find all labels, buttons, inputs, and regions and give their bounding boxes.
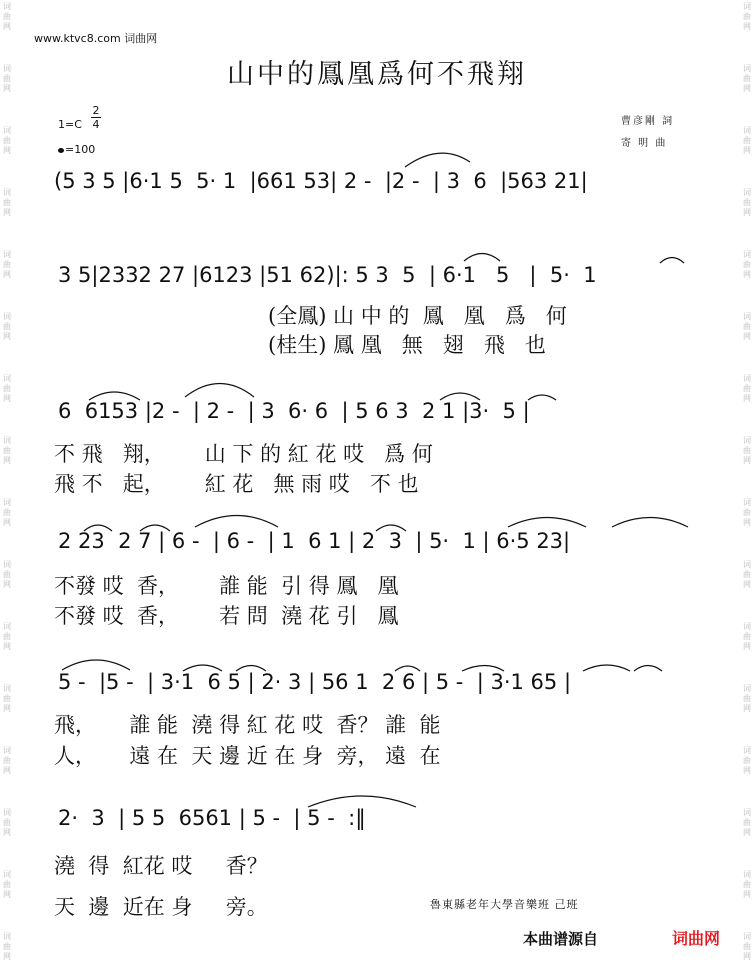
key-signature: 1=C — [58, 118, 82, 131]
watermark-text: 词 曲 网 — [3, 808, 11, 837]
watermark-text: 词 曲 网 — [743, 498, 751, 527]
lyrics-row-5: 不發 哎 香， 誰 能 引 得 鳳 凰 — [54, 574, 399, 598]
time-signature-top: 2 — [92, 104, 100, 117]
watermark-text: 词 曲 网 — [3, 250, 11, 279]
watermark-text: 词 曲 网 — [743, 932, 751, 961]
watermark-text: 词 曲 网 — [743, 126, 751, 155]
lyricist-credit: 曹彦剛 詞 — [621, 116, 675, 127]
notation-line-5: 5 - |5 - | 3·1 6 5 | 2· 3 | 56 1 2 6 | 5 - | 3·1 65 | — [58, 670, 572, 694]
time-signature-bottom: 4 — [92, 118, 100, 131]
watermark-text: 词 曲 网 — [3, 622, 11, 651]
notation-line-6: 2· 3 | 5 5 6561 | 5 - | 5 - :‖ — [58, 806, 366, 830]
watermark-text: 词 曲 网 — [3, 188, 11, 217]
watermark-text: 词 曲 网 — [743, 746, 751, 775]
watermark-text: 词 曲 网 — [3, 436, 11, 465]
watermark-text: 词 曲 网 — [743, 250, 751, 279]
lyrics-row-8: 人， 遠 在 天 邊 近 在 身 旁， 遠 在 — [54, 744, 441, 768]
watermark-text: 词 曲 网 — [743, 560, 751, 589]
watermark-text: 词 曲 网 — [743, 870, 751, 899]
lyrics-row-10: 天 邊 近在 身 旁。 — [54, 895, 268, 919]
watermark-text: 词 曲 网 — [3, 870, 11, 899]
notation-line-2: 3 5|2332 27 |6123 |51 62)|: 5 3 5 | 6·1 5 | 5· 1 — [58, 263, 597, 287]
watermark-text: 词 曲 网 — [743, 312, 751, 341]
notation-line-1: (5 3 5 |6·1 5 5· 1 |661 53| 2 - |2 - | 3 6 |563 21| — [54, 169, 588, 193]
watermark-text: 词 曲 网 — [3, 932, 11, 961]
site-url[interactable]: www.ktvc8.com 词曲网 — [34, 32, 158, 45]
watermark-text: 词 曲 网 — [743, 684, 751, 713]
watermark-text: 词 曲 网 — [743, 2, 751, 31]
composer-credit: 寄 明 曲 — [621, 138, 668, 149]
lyrics-row-1: (全鳳) 山 中 的 鳳 凰 爲 何 — [268, 304, 567, 328]
site-logo[interactable]: 词曲网 — [672, 929, 721, 948]
watermark-text: 词 曲 网 — [3, 126, 11, 155]
performer-credit: 魯東縣老年大學音樂班 己班 — [430, 898, 579, 911]
watermark-text: 词 曲 网 — [3, 64, 11, 93]
watermark-text: 词 曲 网 — [3, 2, 11, 31]
watermark-text: 词 曲 网 — [3, 560, 11, 589]
lyrics-row-4: 飛 不 起， 紅 花 無 雨 哎 不 也 — [54, 472, 419, 496]
tempo-value: =100 — [65, 143, 96, 156]
watermark-text: 词 曲 网 — [743, 436, 751, 465]
lyrics-row-9: 澆 得 紅花 哎 香？ — [54, 854, 268, 878]
lyrics-row-2: (桂生) 鳳 凰 無 翅 飛 也 — [268, 333, 546, 357]
song-title: 山中的鳳凰爲何不飛翔 — [227, 59, 527, 90]
lyrics-row-6: 不發 哎 香， 若 問 澆 花 引 鳳 — [54, 604, 399, 628]
watermark-text: 词 曲 网 — [743, 64, 751, 93]
notation-line-4: 2 23 2 7 | 6 - | 6 - | 1 6 1 | 2 3 | 5· 1 | 6·5 23| — [58, 529, 571, 553]
watermark-text: 词 曲 网 — [3, 312, 11, 341]
notation-line-3: 6 6153 |2 - | 2 - | 3 6· 6 | 5 6 3 2 1 |3· 5 | — [58, 399, 530, 423]
lyrics-row-3: 不 飛 翔， 山 下 的 紅 花 哎 爲 何 — [54, 442, 433, 466]
watermark-text: 词 曲 网 — [743, 374, 751, 403]
watermark-text: 词 曲 网 — [743, 808, 751, 837]
watermark-text: 词 曲 网 — [3, 374, 11, 403]
lyrics-row-7: 飛， 誰 能 澆 得 紅 花 哎 香？ 誰 能 — [54, 713, 441, 737]
source-label: 本曲谱源自 — [523, 930, 599, 948]
watermark-text: 词 曲 网 — [743, 622, 751, 651]
watermark-text: 词 曲 网 — [743, 188, 751, 217]
watermark-text: 词 曲 网 — [3, 684, 11, 713]
watermark-text: 词 曲 网 — [3, 746, 11, 775]
watermark-text: 词 曲 网 — [3, 498, 11, 527]
